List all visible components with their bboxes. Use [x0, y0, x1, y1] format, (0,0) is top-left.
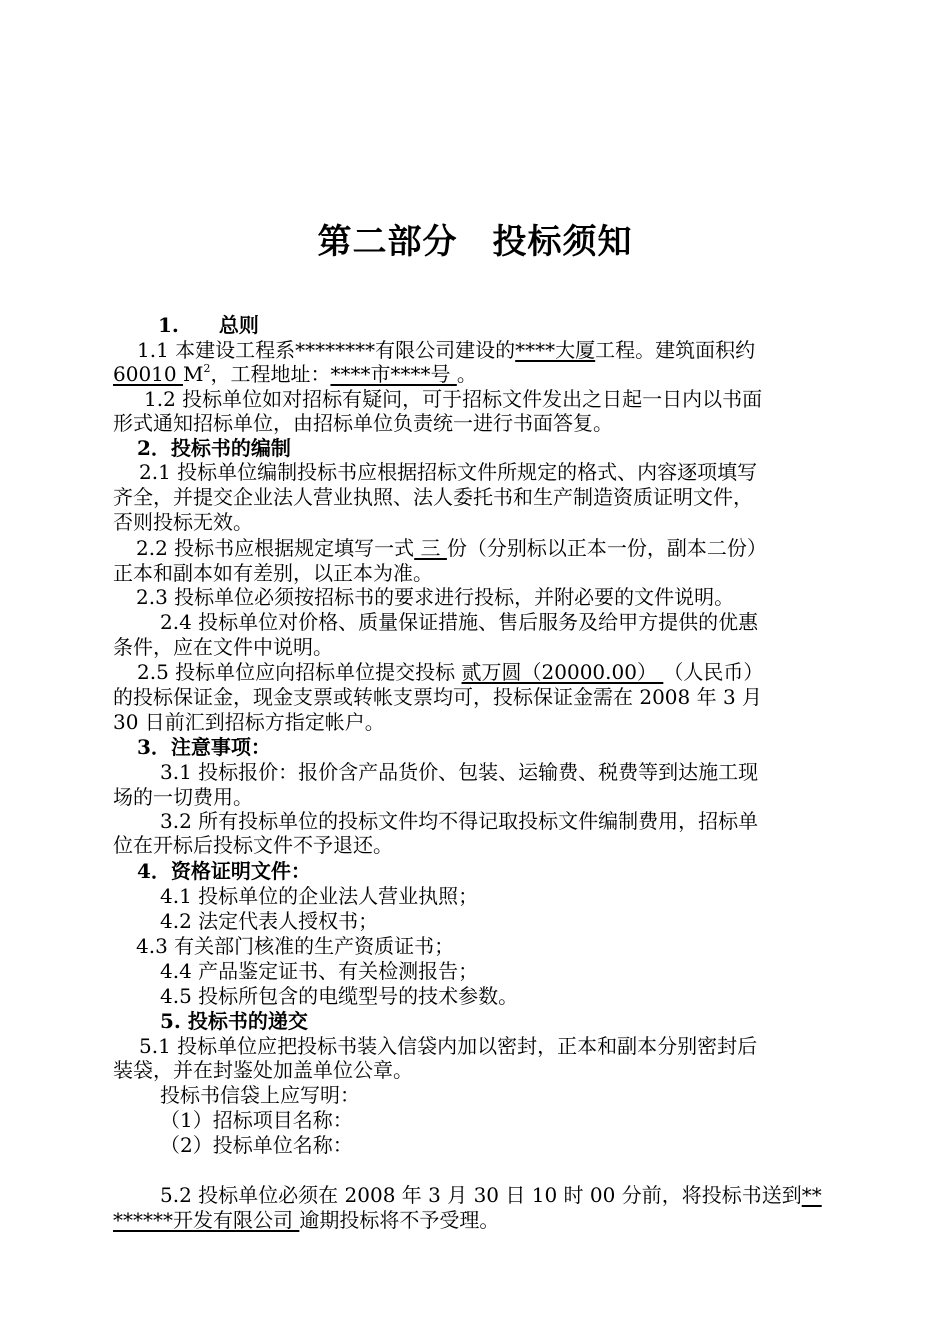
section-2-heading: 2．投标书的编制 — [137, 436, 291, 460]
paragraph-2-3: 2.3 投标单位必须按招标书的要求进行投标，并附必要的文件说明。 — [136, 585, 735, 609]
paragraph-2-2-line-1: 2.2 投标书应根据规定填写一式 三 份（分别标以正本一份，副本二份） — [136, 536, 767, 560]
paragraph-2-5-line-2: 的投标保证金，现金支票或转帐支票均可，投标保证金需在 2008 年 3 月 — [113, 685, 763, 709]
paragraph-5-1-line-1: 5.1 投标单位应把投标书装入信袋内加以密封，正本和副本分别密封后 — [139, 1034, 758, 1058]
paragraph-5-2-line-1: 5.2 投标单位必须在 2008 年 3 月 30 日 10 时 00 分前，将投标书送到** — [160, 1183, 822, 1207]
paragraph-3-1-line-1: 3.1 投标报价：报价含产品货价、包装、运输费、税费等到达施工现 — [160, 760, 759, 784]
paragraph-1-1-line-1: 1.1 本建设工程系********有限公司建设的****大厦工程。建筑面积约 — [137, 338, 756, 362]
list-item: （2）投标单位名称： — [160, 1133, 353, 1157]
page-title: 第二部分 投标须知 — [317, 222, 633, 262]
paragraph-2-4-line-2: 条件，应在文件中说明。 — [113, 635, 333, 659]
paragraph-2-2-line-2: 正本和副本如有差别，以正本为准。 — [113, 561, 433, 585]
paragraph-5-1-line-2: 装袋，并在封鉴处加盖单位公章。 — [113, 1058, 413, 1082]
list-item: （1）招标项目名称： — [160, 1108, 353, 1132]
section-3-heading: 3．注意事项： — [137, 735, 271, 759]
paragraph-1-2-line-1: 1.2 投标单位如对招标有疑问，可于招标文件发出之日起一日内以书面 — [144, 387, 763, 411]
list-item: 4.3 有关部门核准的生产资质证书； — [136, 934, 455, 958]
list-item: 4.5 投标所包含的电缆型号的技术参数。 — [160, 984, 519, 1008]
list-item: 4.4 产品鉴定证书、有关检测报告； — [160, 959, 479, 983]
paragraph-2-1-line-2: 齐全，并提交企业法人营业执照、法人委托书和生产制造资质证明文件， — [113, 485, 753, 509]
section-1-heading: 1. 总则 — [158, 313, 259, 337]
paragraph-2-1-line-1: 2.1 投标单位编制投标书应根据招标文件所规定的格式、内容逐项填写 — [139, 460, 758, 484]
list-item: 4.1 投标单位的企业法人营业执照； — [160, 884, 479, 908]
paragraph-2-5-line-3: 30 日前汇到招标方指定帐户。 — [113, 710, 385, 734]
paragraph-3-2-line-2: 位在开标后投标文件不予退还。 — [113, 833, 393, 857]
paragraph-3-1-line-2: 场的一切费用。 — [113, 785, 253, 809]
section-5-heading: 5. 投标书的递交 — [160, 1009, 308, 1033]
paragraph-2-1-line-3: 否则投标无效。 — [113, 510, 253, 534]
paragraph-3-2-line-1: 3.2 所有投标单位的投标文件均不得记取投标文件编制费用，招标单 — [160, 809, 759, 833]
envelope-instruction: 投标书信袋上应写明： — [160, 1083, 360, 1107]
paragraph-1-1-line-2: 60010 $M^2$，工程地址：****市****号 。 — [113, 362, 477, 386]
paragraph-2-4-line-1: 2.4 投标单位对价格、质量保证措施、售后服务及给甲方提供的优惠 — [160, 610, 759, 634]
paragraph-5-2-line-2: ******开发有限公司 逾期投标将不予受理。 — [113, 1208, 500, 1232]
paragraph-1-2-line-2: 形式通知招标单位，由招标单位负责统一进行书面答复。 — [113, 411, 613, 435]
section-4-heading: 4．资格证明文件： — [137, 859, 311, 883]
list-item: 4.2 法定代表人授权书； — [160, 909, 379, 933]
paragraph-2-5-line-1: 2.5 投标单位应向招标单位提交投标 贰万圆（20000.00） （人民币） — [137, 660, 764, 684]
